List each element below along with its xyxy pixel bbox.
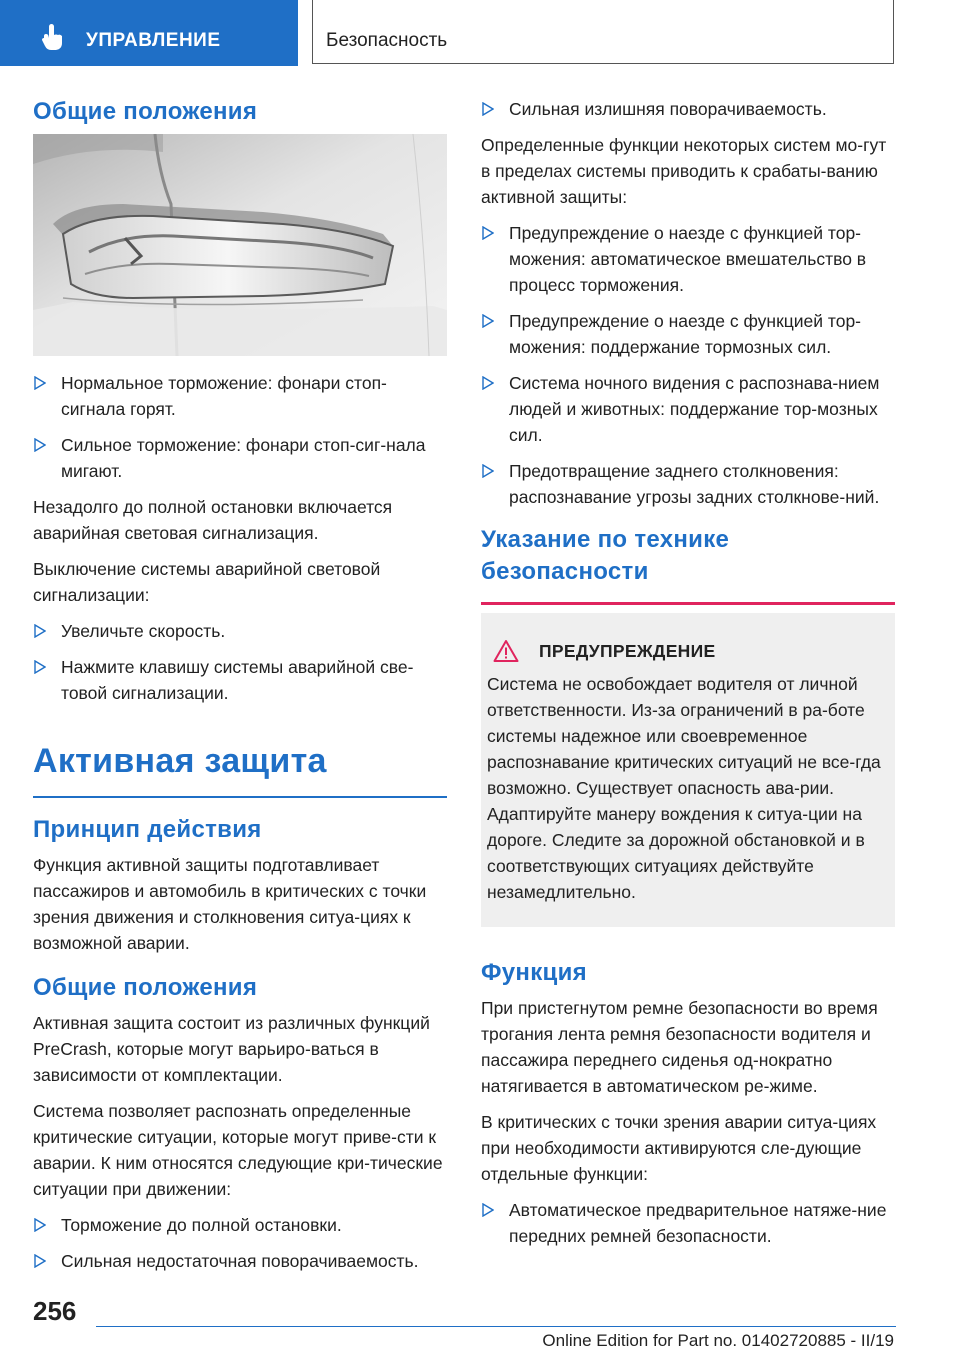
paragraph: Незадолго до полной остановки включается аварийная световая сигнализация. bbox=[33, 497, 393, 543]
triangle-bullet-icon bbox=[34, 376, 46, 390]
section-box bbox=[312, 0, 894, 64]
triangle-bullet-icon bbox=[34, 1218, 46, 1232]
list-item: Предупреждение о наезде с функцией тор-можения: поддержание тормозных сил. bbox=[481, 308, 895, 360]
page-header bbox=[0, 0, 960, 66]
braking-list bbox=[33, 370, 447, 484]
right-column bbox=[481, 96, 895, 1259]
paragraph: Активная защита состоит из различных функций PreCrash, которые могут варьиро-ваться в зависимости от комплектации. bbox=[33, 1013, 430, 1085]
hazard-off-list bbox=[33, 618, 447, 706]
paragraph: Определенные функции некоторых систем мо-гут в пределах системы приводить к срабаты-ванию активной защиты: bbox=[481, 135, 887, 207]
left-column bbox=[33, 96, 447, 1284]
triangle-bullet-icon bbox=[482, 226, 494, 240]
paragraph: Выключение системы аварийной световой сигнализации: bbox=[33, 559, 381, 605]
list-item: Предупреждение о наезде с функцией тор-можения: автоматическое вмешательство в процесс торможения. bbox=[481, 220, 895, 298]
chapter-label: УПРАВЛЕНИЕ bbox=[86, 30, 221, 51]
list-item: Сильное торможение: фонари стоп-сиг-нала мигают. bbox=[33, 432, 447, 484]
section-divider bbox=[33, 796, 447, 798]
warning-triangle-icon bbox=[493, 639, 519, 663]
triangle-bullet-icon bbox=[482, 1203, 494, 1217]
paragraph: Система позволяет распознать определенные критические ситуации, которые могут приве-сти к аварии. К ним относятся следующие кри-тические ситуации при движении: bbox=[33, 1101, 443, 1199]
heading-general: Общие положения bbox=[33, 98, 258, 125]
critical-situations-list-cont bbox=[481, 96, 895, 122]
warning-title: ПРЕДУПРЕЖДЕНИЕ bbox=[539, 640, 716, 661]
list-item: Нормальное торможение: фонари стоп-сигнала горят. bbox=[33, 370, 447, 422]
footer-edition: Online Edition for Part no. 01402720885 - II/19 bbox=[542, 1331, 894, 1350]
triggering-functions-list bbox=[481, 220, 895, 510]
taillight-image bbox=[33, 134, 447, 356]
list-item: Предотвращение заднего столкновения: распознавание угрозы задних столкнове-ний. bbox=[481, 458, 895, 510]
list-item: Сильная недостаточная поворачиваемость. bbox=[33, 1248, 447, 1274]
warning-header bbox=[493, 639, 887, 663]
triangle-bullet-icon bbox=[482, 102, 494, 116]
list-item: Увеличьте скорость. bbox=[33, 618, 447, 644]
list-item: Торможение до полной остановки. bbox=[33, 1212, 447, 1238]
triangle-bullet-icon bbox=[34, 624, 46, 638]
chapter-tab bbox=[0, 0, 298, 66]
triangle-bullet-icon bbox=[34, 438, 46, 452]
section-title: Активная защита bbox=[33, 742, 327, 780]
hand-touch-icon bbox=[38, 22, 68, 52]
list-item: Автоматическое предварительное натяже-ние передних ремней безопасности. bbox=[481, 1197, 895, 1249]
paragraph: Функция активной защиты подготавливает пассажиров и автомобиль в критических с точки зрения движения и столкновения ситуа-циях к возможной аварии. bbox=[33, 855, 427, 953]
critical-situations-list bbox=[33, 1212, 447, 1274]
page-number: 256 bbox=[33, 1296, 77, 1326]
warning-rule bbox=[481, 602, 895, 605]
heading-general-2: Общие положения bbox=[33, 974, 258, 1001]
warning-text: Система не освобождает водителя от личной ответственности. Из-за ограничений в ра-боте системы надежное или своевременное распознавание критических ситуаций не все-гда возможно. Существует опасность ава-рии. Адаптируйте манеру вождения к ситуа-ции на дороге. Следите за дорожной обстановкой и в соответствующих ситуациях действуйте незамедлительно. bbox=[487, 674, 881, 902]
paragraph: В критических с точки зрения аварии ситуа-циях при необходимости активируются сле-дующие отдельные функции: bbox=[481, 1112, 877, 1184]
heading-function: Функция bbox=[481, 959, 587, 986]
car-rear-illustration bbox=[33, 134, 447, 356]
heading-principle: Принцип действия bbox=[33, 816, 262, 843]
list-item: Нажмите клавишу системы аварийной све-товой сигнализации. bbox=[33, 654, 447, 706]
list-item: Сильная излишняя поворачиваемость. bbox=[481, 96, 895, 122]
individual-functions-list bbox=[481, 1197, 895, 1249]
triangle-bullet-icon bbox=[34, 1254, 46, 1268]
triangle-bullet-icon bbox=[482, 464, 494, 478]
triangle-bullet-icon bbox=[34, 660, 46, 674]
heading-safety-note: Указание по технике безопасности bbox=[481, 526, 730, 585]
warning-box bbox=[481, 613, 895, 927]
footer-divider bbox=[96, 1326, 896, 1327]
section-label: Безопасность bbox=[326, 30, 448, 51]
triangle-bullet-icon bbox=[482, 314, 494, 328]
list-item: Система ночного видения с распознава-нием людей и животных: поддержание тор-мозных сил. bbox=[481, 370, 895, 448]
paragraph: При пристегнутом ремне безопасности во время трогания лента ремня безопасности водителя и пассажира переднего сиденья од-нократно натягивается в автоматическом ре-жиме. bbox=[481, 998, 878, 1096]
triangle-bullet-icon bbox=[482, 376, 494, 390]
